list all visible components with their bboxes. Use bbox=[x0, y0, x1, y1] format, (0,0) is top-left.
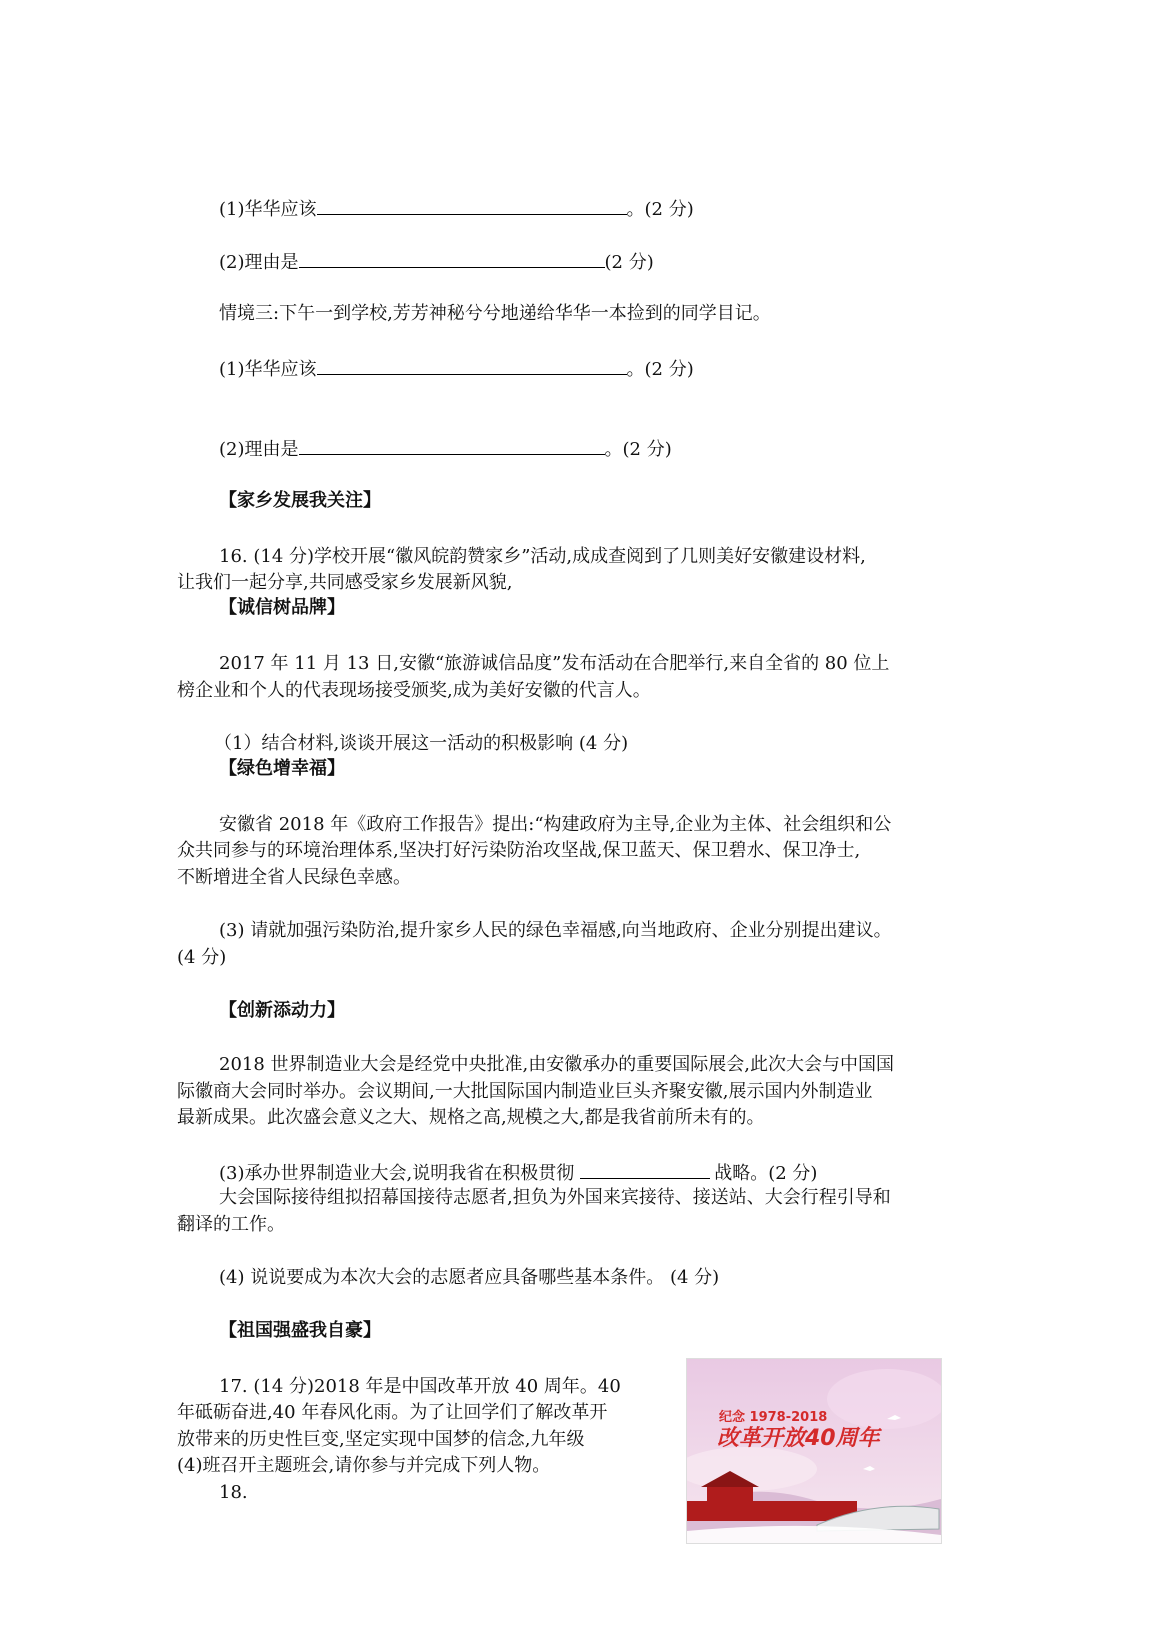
s3-q1-label: (1)华华应该 bbox=[219, 359, 317, 380]
q17-text-line1: 17. (14 分)2018 年是中国改革开放 40 周年。40 bbox=[219, 1376, 621, 1397]
s2-q2-answer-blank[interactable] bbox=[299, 247, 605, 268]
tiananmen-roof bbox=[707, 1487, 753, 1501]
subheading-integrity: 【诚信树品牌】 bbox=[219, 597, 345, 618]
s3-q2-answer-blank[interactable] bbox=[299, 434, 605, 455]
green-text-line3: 不断增进全省人民绿色幸感。 bbox=[177, 867, 411, 888]
integrity-text-line1: 2017 年 11 月 13 日,安徽“旅游诚信品度”发布活动在合肥举行,来自全省的 80 位上 bbox=[219, 653, 890, 674]
innovation-q3-answer-blank[interactable] bbox=[580, 1158, 710, 1179]
q17-text-line2: 年砥砺奋进,40 年春风化雨。为了让回学们了解改革开 bbox=[177, 1402, 608, 1423]
green-text-line1: 安徽省 2018 年《政府工作报告》提出:“构建政府为主导,企业为主体、社会组织和公 bbox=[219, 814, 892, 835]
q16-text-line2: 让我们一起分享,共同感受家乡发展新风貌, bbox=[177, 572, 513, 593]
q16-text-line1: 16. (14 分)学校开展“徽风皖韵赞家乡”活动,成成查阅到了几则美好安徽建设材料, bbox=[219, 546, 866, 567]
s3-q1-points: 。(2 分) bbox=[626, 359, 694, 380]
integrity-question: （1）结合材料,谈谈开展这一活动的积极影响 (4 分) bbox=[214, 733, 629, 754]
subheading-innovation: 【创新添动力】 bbox=[219, 1000, 345, 1021]
s2-q2 bbox=[219, 247, 654, 277]
q17-text-line4: (4)班召开主题班会,请你参与并完成下列人物。 bbox=[177, 1455, 551, 1476]
green-question-line2: (4 分) bbox=[177, 947, 227, 968]
s2-q2-points: (2 分) bbox=[604, 252, 654, 273]
green-text-line2: 众共同参与的环境治理体系,坚决打好污染防治攻坚战,保卫蓝天、保卫碧水、保卫净士, bbox=[177, 840, 861, 861]
poster-artwork bbox=[687, 1359, 941, 1543]
innovation-text-line3: 最新成果。此次盛会意义之大、规格之高,规模之大,都是我省前所未有的。 bbox=[177, 1107, 765, 1128]
s3-q1-answer-blank[interactable] bbox=[317, 354, 627, 375]
s2-q1-points: 。(2 分) bbox=[626, 199, 694, 220]
s2-q1-label: (1)华华应该 bbox=[219, 199, 317, 220]
innovation-text-line1: 2018 世界制造业大会是经党中央批准,由安徽承办的重要国际展会,此次大会与中国国 bbox=[219, 1054, 894, 1075]
poster-title-line2: 改革开放40周年 bbox=[717, 1426, 880, 1451]
volunteer-text-line1: 大会国际接待组拟招幕国接待志愿者,担负为外国来宾接待、接送站、大会行程引导和 bbox=[219, 1187, 891, 1208]
q18-number: 18. bbox=[219, 1482, 248, 1503]
subheading-green: 【绿色增幸福】 bbox=[219, 758, 345, 779]
s3-scenario-text: 情境三:下午一到学校,芳芳神秘兮兮地递给华华一本捡到的同学目记。 bbox=[219, 303, 771, 324]
s3-q2-label: (2)理由是 bbox=[219, 439, 299, 460]
innovation-q4: (4) 说说要成为本次大会的志愿者应具备哪些基本条件。 (4 分) bbox=[219, 1267, 720, 1288]
s2-q2-label: (2)理由是 bbox=[219, 252, 299, 273]
innovation-text-line2: 际徽商大会同时举办。会议期间,一大批国际国内制造业巨头齐聚安徽,展示国内外制造业 bbox=[177, 1081, 873, 1102]
reform-anniversary-poster bbox=[686, 1358, 942, 1544]
volunteer-text-line2: 翻译的工作。 bbox=[177, 1214, 285, 1235]
poster-title-line1: 纪念 1978-2018 bbox=[719, 1410, 828, 1425]
s3-q1 bbox=[219, 354, 694, 384]
poster-red-wall bbox=[687, 1501, 857, 1521]
integrity-text-line2: 榜企业和个人的代表现场接受颁奖,成为美好安徽的代言人。 bbox=[177, 680, 651, 701]
innovation-q3-points: 战略。(2 分) bbox=[714, 1163, 818, 1184]
s3-q2 bbox=[219, 434, 672, 464]
q17-text-line3: 放带来的历史性巨变,坚定实现中国梦的信念,九年级 bbox=[177, 1429, 585, 1450]
s3-q2-points: 。(2 分) bbox=[604, 439, 672, 460]
s2-q1-answer-blank[interactable] bbox=[317, 194, 627, 215]
section-heading-hometown: 【家乡发展我关注】 bbox=[219, 490, 381, 511]
s2-q1 bbox=[219, 194, 694, 224]
innovation-q3-label: (3)承办世界制造业大会,说明我省在积极贯彻 bbox=[219, 1163, 575, 1184]
section-heading-motherland: 【祖国强盛我自豪】 bbox=[219, 1320, 381, 1341]
green-question-line1: (3) 请就加强污染防治,提升家乡人民的绿色幸福感,向当地政府、企业分别提出建议。 bbox=[219, 920, 892, 941]
